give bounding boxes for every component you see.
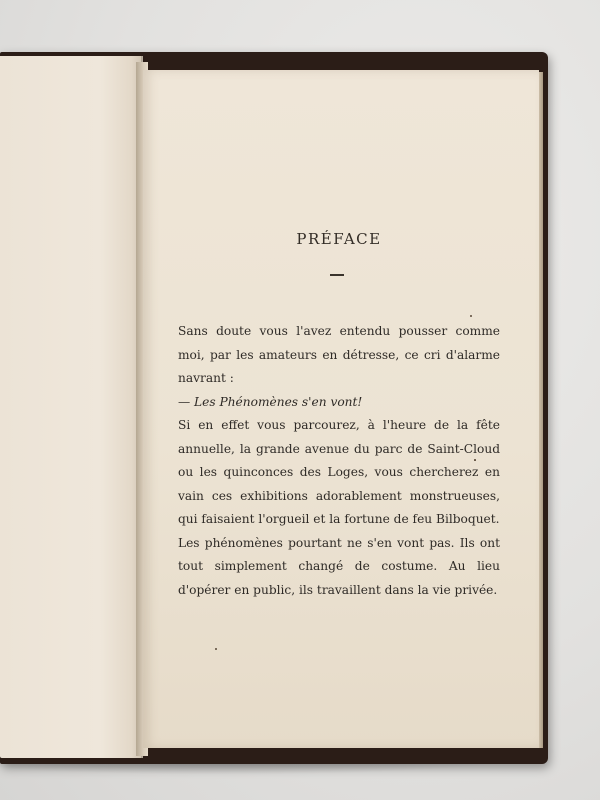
- title-rule: [330, 274, 344, 276]
- paragraph-3: Si en effet vous parcourez, à l'heure de la fête annuelle, la grande avenue du parc de Saint-Cloud ou les quinconces des Loges, vous chercherez en vain ces exhibitions adorablement monstrueuses, qui faisaient l'orgueil et la fortune de feu Bilboquet.: [178, 418, 500, 526]
- right-page: [143, 70, 539, 748]
- page-title: PRÉFACE: [296, 230, 382, 248]
- page-text-block: [178, 70, 500, 748]
- preface-body: [178, 320, 500, 602]
- paper-speck: [470, 315, 472, 317]
- paper-speck: [215, 648, 217, 650]
- paragraph-4: Les phénomènes pourtant ne s'en vont pas. Ils ont tout simplement changé de costume. Au lieu d'opérer en public, ils travaillent dans la vie privée.: [178, 535, 500, 597]
- paragraph-1: Sans doute vous l'avez entendu pousser comme moi, par les amateurs en détresse, ce cri d'alarme navrant :: [178, 324, 500, 385]
- page-edge: [539, 72, 543, 748]
- left-page: [0, 56, 143, 758]
- paragraph-2: — Les Phénomènes s'en vont!: [178, 394, 363, 409]
- paper-speck: [474, 459, 476, 461]
